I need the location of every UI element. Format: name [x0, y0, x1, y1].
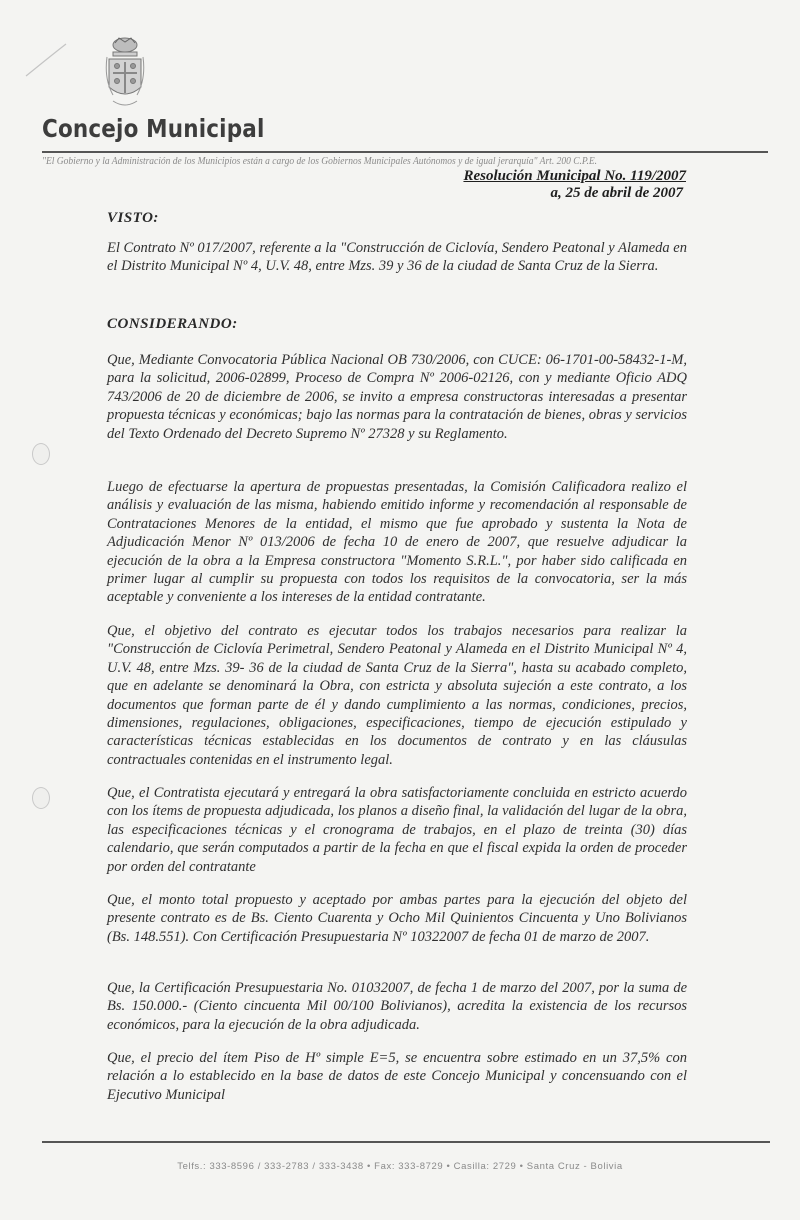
visto-heading: VISTO: [107, 210, 159, 226]
pen-mark-icon [22, 40, 70, 80]
punch-hole [32, 443, 50, 465]
motto: "El Gobierno y la Administración de los Municipios están a cargo de los Gobiernos Municipales Autónomos y de igual jerarquía" Art. 200 C.P.E. [42, 156, 598, 167]
municipal-crest-icon [103, 35, 147, 113]
considerando-paragraph-1: Que, Mediante Convocatoria Pública Nacional OB 730/2006, con CUCE: 06-1701-00-58432-1-M, para la solicitud, 2006-02899, Proceso de Compra Nº 2006-02126, con y mediante Oficio ADQ 743/2006 de 20 de diciembre de 2006, se invito a empresa constructoras interesadas a presentar propuesta técnicas y económicas; bajo las normas para la contratación de bienes, obras y servicios del Texto Ordenado del Decreto Supremo Nº 27328 y su Reglamento. [107, 352, 687, 442]
footer-divider [42, 1141, 770, 1143]
considerando-paragraph-5: Que, el monto total propuesto y aceptado por ambas partes para la ejecución del objeto del presente contrato es de Bs. Ciento Cuarenta y Ocho Mil Quinientos Cincuenta y Uno Bolivianos (Bs. 148.551). Con Certificación Presupuestaria Nº 10322007 de fecha 01 de marzo de 2007. [107, 892, 687, 945]
resolution-date: a, 25 de abril de 2007 [550, 185, 683, 201]
considerando-paragraph-2: Luego de efectuarse la apertura de propuestas presentadas, la Comisión Calificadora realizo el análisis y evaluación de las misma, habiendo emitido informe y recomendación al responsable de Contrataciones Menores de la entidad, el mismo que fue aprobado y sustenta la Nota de Adjudicación Menor Nº 013/2006 de fecha 10 de enero de 2007, que resuelve adjudicar la ejecución de la obra a la Empresa constructora "Momento S.R.L.", por haber sido calificada en primer lugar al cumplir su propuesta con todos los requisitos de la convocatoria, ser la más aceptable y conveniente a los intereses de la entidad contratante. [107, 479, 687, 606]
punch-hole [32, 787, 50, 809]
org-name: Concejo Municipal [42, 114, 265, 143]
considerando-paragraph-7: Que, el precio del ítem Piso de Hº simple E=5, se encuentra sobre estimado en un 37,5% con relación a lo establecido en la base de datos de este Concejo Municipal y concensuando con el Ejecutivo Municipal [107, 1050, 687, 1103]
considerando-paragraph-3: Que, el objetivo del contrato es ejecutar todos los trabajos necesarios para realizar la "Construcción de Ciclovía Perimetral, Sendero Peatonal y Alameda en el Distrito Municipal Nº 4, U.V. 48, entre Mzs. 39- 36 de la ciudad de Santa Cruz de la Sierra", hasta su acabado completo, que en adelante se denominará la Obra, con estricta y absoluta sujeción a este contrato, a los documentos que forman parte de él y dando cumplimiento a las normas, condiciones, precios, dimensiones, regulaciones, obligaciones, especificaciones, tiempo de ejecución estipulado y características técnicas establecidas en los documentos de contrato y en las cláusulas contractuales contenidas en el instrumento legal. [107, 623, 687, 768]
considerando-heading: CONSIDERANDO: [107, 316, 238, 332]
considerando-paragraph-6: Que, la Certificación Presupuestaria No. 01032007, de fecha 1 de marzo del 2007, por la suma de Bs. 150.000.- (Ciento cincuenta Mil 00/100 Bolivianos), acredita la existencia de los recursos económicos, para la ejecución de la obra adjudicada. [107, 980, 687, 1033]
considerando-paragraph-4: Que, el Contratista ejecutará y entregará la obra satisfactoriamente concluida en estricto acuerdo con los ítems de propuesta adjudicada, los planos a diseño final, la validación del lugar de la obra, las especificaciones técnicas y el cronograma de trabajos, en el plazo de treinta (30) días calendario, que serán computados a partir de la fecha en que el fiscal expida la orden de proceder por orden del contratante [107, 785, 687, 875]
header-divider [42, 151, 768, 153]
resolution-number: Resolución Municipal No. 119/2007 [463, 168, 686, 184]
footer-contact: Telfs.: 333-8596 / 333-2783 / 333-3438 • Fax: 333-8729 • Casilla: 2729 • Santa Cruz - Bolivia [177, 1161, 623, 1172]
visto-paragraph: El Contrato Nº 017/2007, referente a la "Construcción de Ciclovía, Sendero Peatonal y Alameda en el Distrito Municipal Nº 4, U.V. 48, entre Mzs. 39 y 36 de la ciudad de Santa Cruz de la Sierra. [107, 240, 687, 275]
